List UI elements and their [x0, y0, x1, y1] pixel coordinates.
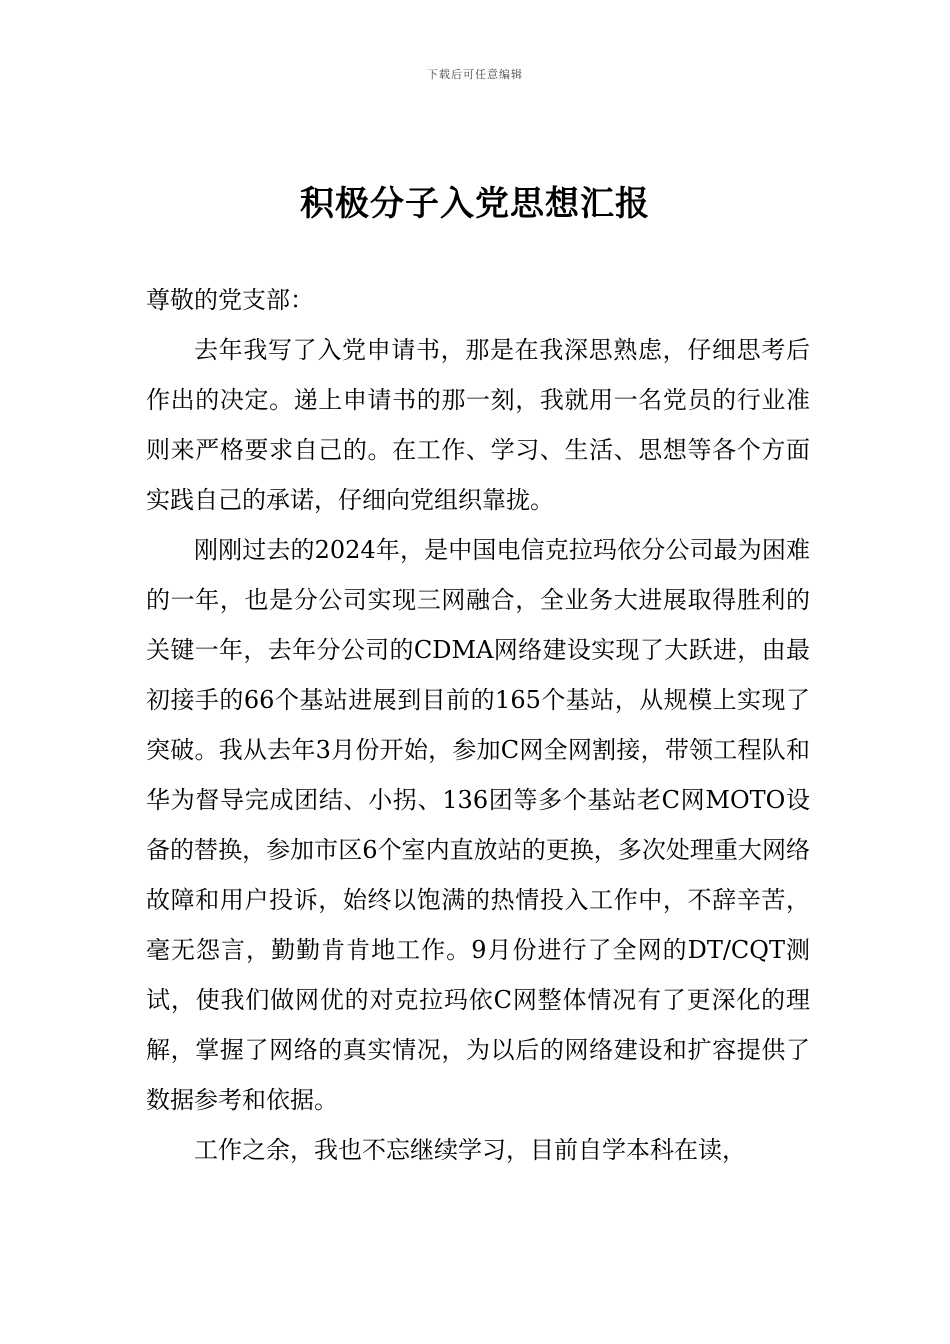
- paragraph-1: 去年我写了入党申请书，那是在我深思熟虑，仔细思考后作出的决定。递上申请书的那一刻，我就用一名党员的行业准则来严格要求自己的。在工作、学习、生活、思想等各个方面实践自己的承诺，仔细向党组织靠拢。: [146, 336, 810, 514]
- salutation: 尊敬的党支部：: [146, 286, 314, 314]
- document-body: [146, 275, 810, 1175]
- paragraph-2: 刚刚过去的2024年，是中国电信克拉玛依分公司最为困难的一年，也是分公司实现三网融合，全业务大进展取得胜利的关键一年，去年分公司的CDMA网络建设实现了大跃进，由最初接手的66个基站进展到目前的165个基站，从规模上实现了突破。我从去年3月份开始，参加C网全网割接，带领工程队和华为督导完成团结、小拐、136团等多个基站老C网MOTO设备的替换，参加市区6个室内直放站的更换，多次处理重大网络故障和用户投诉，始终以饱满的热情投入工作中，不辞辛苦，毫无怨言，勤勤肯肯地工作。9月份进行了全网的DT/CQT测试，使我们做网优的对克拉玛依C网整体情况有了更深化的理解，掌握了网络的真实情况，为以后的网络建设和扩容提供了数据参考和依据。: [146, 536, 810, 1114]
- header-note: 下载后可任意编辑: [427, 68, 523, 81]
- paragraph-3: 工作之余，我也不忘继续学习，目前自学本科在读，: [194, 1136, 746, 1164]
- document-title: 积极分子入党思想汇报: [300, 184, 650, 224]
